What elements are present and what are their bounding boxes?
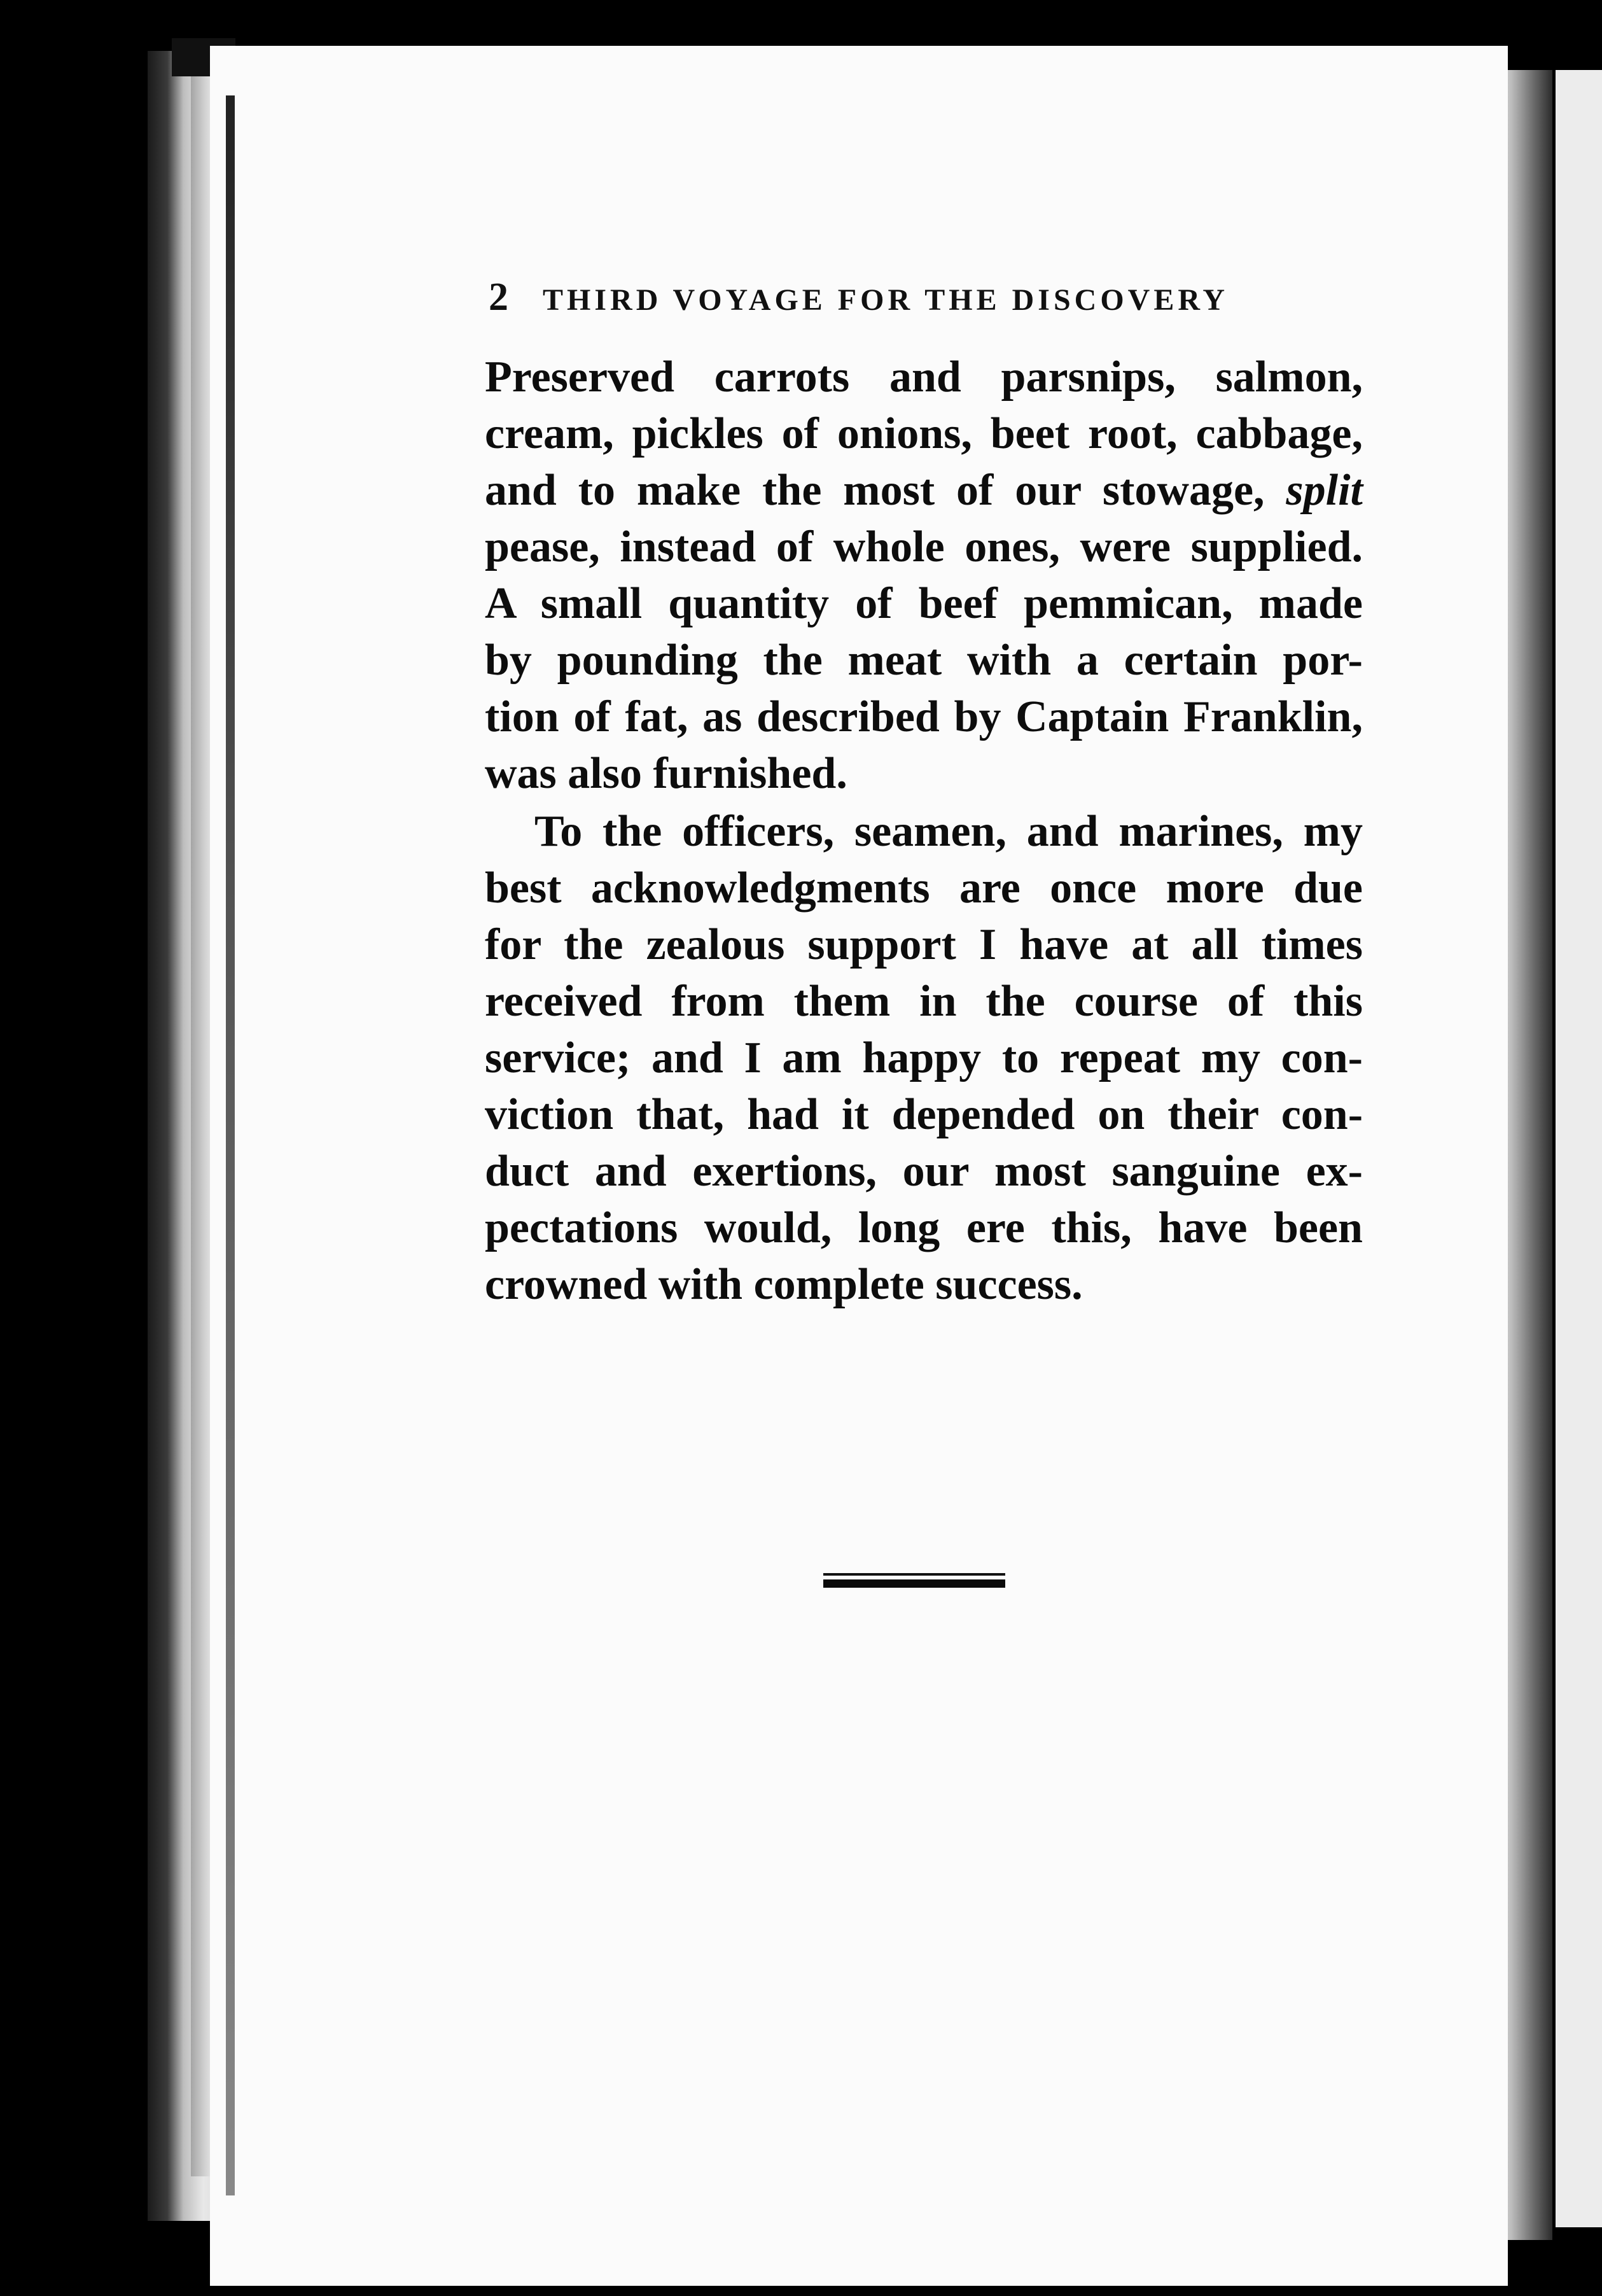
text-line: cream, pickles of onions, beet root, cabbage, xyxy=(485,409,1363,458)
section-end-rule xyxy=(823,1573,1005,1588)
paragraph-1 xyxy=(485,349,1363,802)
text-line: tion of fat, as described by Captain Franklin, xyxy=(485,692,1363,741)
text-line: pectations would, long ere this, have been xyxy=(485,1203,1363,1252)
text-line-start: and to make the most of our stowage, xyxy=(485,466,1286,515)
running-title: THIRD VOYAGE FOR THE DISCOVERY xyxy=(543,283,1229,317)
text-line: was also furnished. xyxy=(485,749,847,798)
page-fold-line xyxy=(226,95,235,2195)
text-line: received from them in the course of this xyxy=(485,977,1363,1026)
body-text xyxy=(485,349,1363,1313)
text-line: crowned with complete success. xyxy=(485,1260,1083,1309)
italic-word: split xyxy=(1286,466,1363,515)
paragraph-2 xyxy=(485,803,1363,1313)
running-head xyxy=(489,275,1278,320)
text-line: viction that, had it depended on their con- xyxy=(485,1090,1363,1139)
text-line: pease, instead of whole ones, were supplied. xyxy=(485,522,1363,571)
facing-page-edge xyxy=(1556,70,1602,2227)
text-line: duct and exertions, our most sanguine ex- xyxy=(485,1147,1363,1196)
text-line: by pounding the meat with a certain por- xyxy=(485,636,1363,685)
text-line: service; and I am happy to repeat my con- xyxy=(485,1033,1363,1082)
text-line: Preserved carrots and parsnips, salmon, xyxy=(485,353,1363,402)
text-line: A small quantity of beef pemmican, made xyxy=(485,579,1363,628)
rule-thick xyxy=(823,1579,1005,1588)
text-line xyxy=(485,462,1363,519)
text-line: To the officers, seamen, and marines, my xyxy=(534,807,1363,856)
page-number: 2 xyxy=(489,276,508,319)
rule-thin xyxy=(823,1573,1005,1576)
text-line: for the zealous support I have at all times xyxy=(485,920,1363,969)
text-line: best acknowledgments are once more due xyxy=(485,864,1363,913)
